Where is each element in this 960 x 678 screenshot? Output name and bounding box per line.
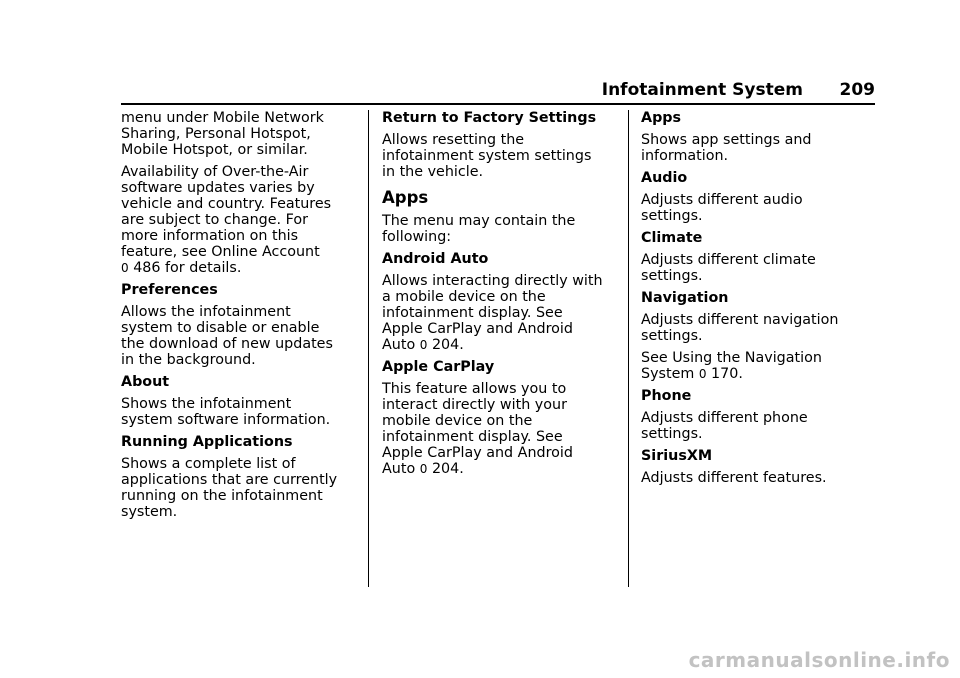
paragraph-audio: Adjusts different audio settings. xyxy=(641,192,803,224)
heading-phone: Phone xyxy=(641,388,692,404)
page-ref-icon: 0 xyxy=(419,462,428,476)
paragraph-climate: Adjusts different climate settings. xyxy=(641,252,816,284)
heading-android-auto: Android Auto xyxy=(382,251,489,267)
paragraph-return-factory: Allows resetting the infotainment system settings in the vehicle. xyxy=(382,132,592,180)
paragraph-phone: Adjusts different phone settings. xyxy=(641,410,808,442)
heading-apple-carplay: Apple CarPlay xyxy=(382,359,495,375)
page-ref-icon: 0 xyxy=(121,261,129,275)
heading-audio: Audio xyxy=(641,170,688,186)
navigation-page-ref[interactable]: 170. xyxy=(711,366,743,382)
heading-apps-section: Apps xyxy=(382,188,429,207)
page-ref-icon: 0 xyxy=(698,367,707,381)
header-rule xyxy=(121,103,875,105)
paragraph-apps: Shows app settings and information. xyxy=(641,132,812,164)
heading-running-applications: Running Applications xyxy=(121,434,293,450)
paragraph-about: Shows the infotainment system software information. xyxy=(121,396,331,428)
paragraph-menu-contains: The menu may contain the following: xyxy=(382,213,576,245)
heading-apps: Apps xyxy=(641,110,682,126)
android-page-ref[interactable]: 204. xyxy=(431,337,464,353)
carplay-page-ref[interactable]: 204. xyxy=(431,461,464,477)
heading-siriusxm: SiriusXM xyxy=(641,448,713,464)
heading-return-factory: Return to Factory Settings xyxy=(382,110,597,126)
column-1 xyxy=(121,110,357,526)
paragraph-navigation: Adjusts different navigation settings. xyxy=(641,312,839,344)
paragraph-running-applications: Shows a complete list of applications that are currently running on the infotainment system. xyxy=(121,456,338,520)
paragraph-ota-availability xyxy=(121,164,357,276)
column-3 xyxy=(641,110,877,492)
paragraph-siriusxm: Adjusts different features. xyxy=(641,470,827,486)
heading-preferences: Preferences xyxy=(121,282,218,298)
paragraph-mobile-network: menu under Mobile Network Sharing, Personal Hotspot, Mobile Hotspot, or similar. xyxy=(121,110,324,158)
heading-climate: Climate xyxy=(641,230,703,246)
see-nav-text: See Using the Navigation System xyxy=(641,350,822,382)
column-divider xyxy=(628,110,629,587)
heading-navigation: Navigation xyxy=(641,290,729,306)
paragraph-preferences: Allows the infotainment system to disable or enable the download of new updates in the background. xyxy=(121,304,333,368)
page-ref-icon: 0 xyxy=(419,338,428,352)
paragraph-apple-carplay xyxy=(382,381,620,477)
paragraph-android-auto xyxy=(382,273,620,353)
paragraph-see-navigation xyxy=(641,350,877,382)
page-number: 209 xyxy=(839,80,875,100)
column-divider xyxy=(368,110,369,587)
ota-page-ref[interactable]: 486 for details. xyxy=(133,260,242,276)
section-title: Infotainment System xyxy=(601,80,803,100)
ota-text: Availability of Over-the-Air software updates varies by vehicle and country. Features are subject to change. For more information on this feature, see Online Account xyxy=(121,164,332,260)
watermark: carmanualsonline.info xyxy=(688,648,950,672)
column-2 xyxy=(382,110,620,483)
carplay-text: This feature allows you to interact directly with your mobile device on the infotainment display. See Apple CarPlay and Android Auto xyxy=(382,381,573,477)
android-text: Allows interacting directly with a mobile device on the infotainment display. See Apple CarPlay and Android Auto xyxy=(382,273,603,353)
heading-about: About xyxy=(121,374,170,390)
